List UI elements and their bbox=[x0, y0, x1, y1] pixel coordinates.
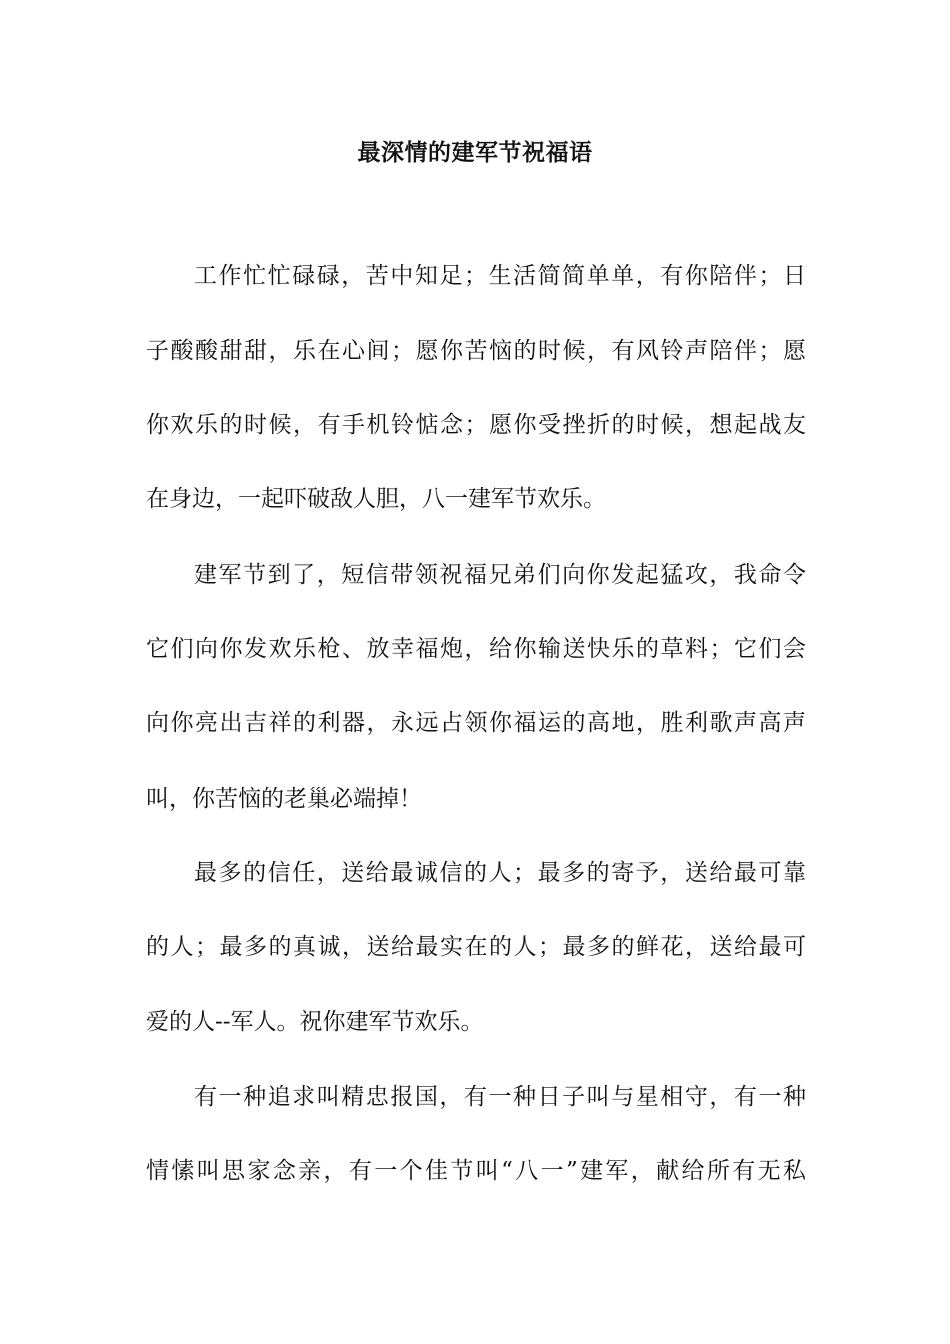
document-title: 最深情的建军节祝福语 bbox=[357, 139, 593, 166]
paragraph-3-line-1: 最多的信任，送给最诚信的人；最多的寄予，送给最可靠 bbox=[194, 860, 806, 886]
paragraph-1-line-2: 子酸酸甜甜，乐在心间；愿你苦恼的时候，有风铃声陪伴；愿 bbox=[146, 338, 806, 364]
paragraph-1-line-3: 你欢乐的时候，有手机铃惦念；愿你受挫折的时候，想起战友 bbox=[146, 412, 806, 438]
paragraph-2-line-3: 向你亮出吉祥的利器，永远占领你福运的高地，胜利歌声高声 bbox=[146, 710, 806, 736]
paragraph-2-line-1: 建军节到了，短信带领祝福兄弟们向你发起猛攻，我命令 bbox=[194, 562, 806, 588]
paragraph-2-line-2: 它们向你发欢乐枪、放幸福炮，给你输送快乐的草料；它们会 bbox=[146, 636, 806, 662]
paragraph-1-line-4: 在身边，一起吓破敌人胆，八一建军节欢乐。 bbox=[146, 486, 606, 512]
paragraph-3-line-2: 的人；最多的真诚，送给最实在的人；最多的鲜花，送给最可 bbox=[146, 934, 806, 960]
paragraph-1-line-1: 工作忙忙碌碌，苦中知足；生活简简单单，有你陪伴；日 bbox=[194, 263, 806, 289]
paragraph-4-line-2: 情愫叫思家念亲，有一个佳节叫“八一”建军，献给所有无私 bbox=[146, 1158, 806, 1184]
paragraph-2-line-4: 叫，你苦恼的老巢必端掉！ bbox=[146, 786, 422, 812]
paragraph-4-line-1: 有一种追求叫精忠报国，有一种日子叫与星相守，有一种 bbox=[194, 1084, 806, 1110]
paragraph-3-line-3: 爱的人--军人。祝你建军节欢乐。 bbox=[146, 1009, 484, 1035]
